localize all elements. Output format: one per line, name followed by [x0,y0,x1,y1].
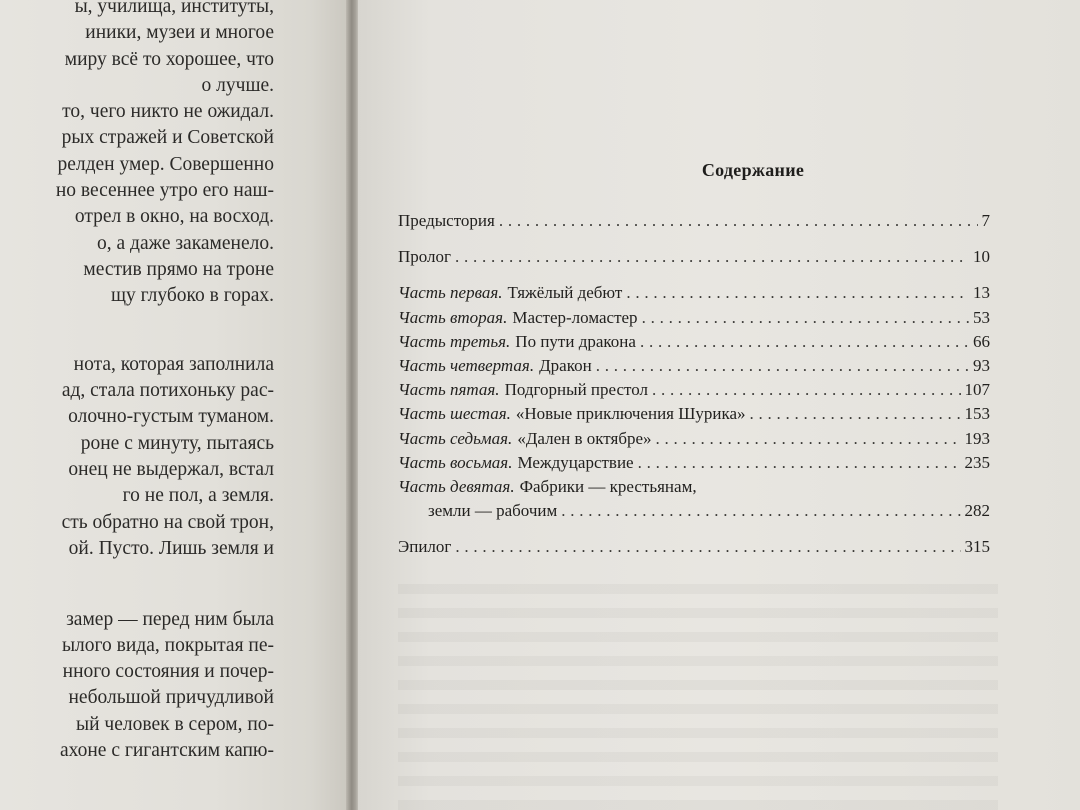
toc-entry[interactable] [398,281,990,305]
story-line: замер — перед ним была [66,608,274,630]
story-line: нного состояния и почер- [62,661,274,683]
toc-entry[interactable] [398,402,990,426]
toc-entry-title: Подгорный престол [504,380,648,400]
story-line: ахоне с гигантским капю- [59,740,274,762]
toc-entry-title: Тяжёлый дебют [507,283,623,303]
toc-entry-title: «Новые приключения Шурика» [515,404,746,424]
dot-leader [638,451,961,475]
toc-entry-page: 107 [964,380,990,400]
toc-entry-title: Предыстория [398,211,495,230]
story-line: ой. Пусто. Лишь земля и [68,537,274,559]
story-line: щу глубоко в горах. [110,285,274,307]
story-line: сть обратно на свой трон, [61,511,274,533]
toc-entry-title: Мастер-ломастер [512,307,638,327]
story-line: то, чего никто не ожидал. [62,101,274,123]
toc-entry-page: 10 [973,247,990,267]
dot-leader [642,306,969,330]
toc-entry-part: Часть четвертая. [398,355,535,375]
toc-entry-part: Часть вторая. [398,307,508,327]
section-gap [0,310,274,336]
story-line: но весеннее утро его наш- [55,180,274,202]
toc-entry-title: Дракон [539,355,592,375]
story-line: ылого вида, покрытая пе- [61,634,274,656]
story-line: роне с минуту, пытаясь [80,432,274,454]
toc-entry-part: Часть пятая. [398,380,500,400]
toc-entry-page: 93 [973,355,990,375]
section-gap [0,336,274,352]
toc-entry-page: 13 [973,283,990,303]
toc-entry-page: 66 [973,331,990,351]
right-page [358,0,1080,810]
story-line: иники, музеи и многое [85,22,274,44]
toc-entry-page: 282 [964,501,990,521]
toc-entry[interactable] [398,378,990,402]
toc-entry-part: Часть шестая. [398,404,511,424]
toc-entry-part: Часть девятая. [398,476,515,496]
dot-leader [455,245,969,269]
table-of-contents [398,209,990,559]
toc-entry-page: 7 [981,211,990,230]
toc-entry-part: Часть восьмая. [398,452,513,472]
toc-entry[interactable] [398,209,990,233]
dot-leader [596,354,969,378]
dot-leader [561,499,960,523]
dot-leader [750,402,961,426]
story-line: отрел в окно, на восход. [74,206,274,228]
story-text [0,0,274,764]
section-gap [0,562,274,588]
story-line: го не пол, а земля. [122,485,274,507]
story-line: местив прямо на троне [83,258,274,280]
toc-entry-title: Пролог [398,247,452,267]
toc-entry-title: По пути дракона [515,331,636,351]
show-through [398,570,998,810]
toc-entry[interactable] [398,427,990,451]
story-line: нота, которая заполнила [73,353,274,375]
toc-entry-title: Фабрики — крестьянам, [519,476,697,496]
story-line: миру всё то хорошее, что [64,48,274,70]
toc-entry-continuation[interactable] [398,499,990,523]
toc-entry[interactable] [398,245,990,269]
dot-leader [455,535,960,559]
story-line: ый человек в сером, по- [76,713,274,735]
story-line: релден умер. Совершенно [57,153,274,175]
dot-leader [652,378,961,402]
toc-entry-title: Междуцарствие [517,452,634,472]
story-line: олочно-густым туманом. [68,406,274,428]
toc-entry-title: «Дален в октябре» [517,428,652,448]
story-line: ад, стала потихоньку рас- [61,380,274,402]
toc-entry-page: 235 [964,452,990,472]
toc-entry[interactable] [398,306,990,330]
toc-title: Содержание [701,160,805,180]
toc-entry-part: Часть третья. [398,331,511,351]
toc-entry[interactable] [398,330,990,354]
dot-leader [626,281,969,305]
toc-entry-part: Часть седьмая. [398,428,513,448]
story-line: о, а даже закаменело. [97,232,274,254]
left-page [0,0,352,810]
dot-leader [640,330,969,354]
toc-entry-page: 153 [964,404,990,424]
story-line: ы, училища, институты, [74,0,274,17]
story-line: рых стражей и Советской [61,127,274,149]
dot-leader [499,209,978,233]
toc-entry-title: земли — рабочим [428,501,558,521]
toc-entry-page: 315 [964,537,990,557]
toc-entry-page: 193 [964,428,990,448]
toc-entry[interactable] [398,535,990,559]
story-line: о лучше. [201,74,274,96]
toc-entry[interactable] [398,475,990,499]
toc-entry-part: Часть первая. [398,283,503,303]
toc-entry-page: 53 [973,307,990,327]
story-line: онец не выдержал, встал [68,459,274,481]
story-line: небольшой причудливой [68,687,274,709]
toc-entry-title: Эпилог [398,537,452,557]
toc-entry[interactable] [398,451,990,475]
toc-entry[interactable] [398,354,990,378]
section-gap [0,589,274,607]
dot-leader [656,427,961,451]
